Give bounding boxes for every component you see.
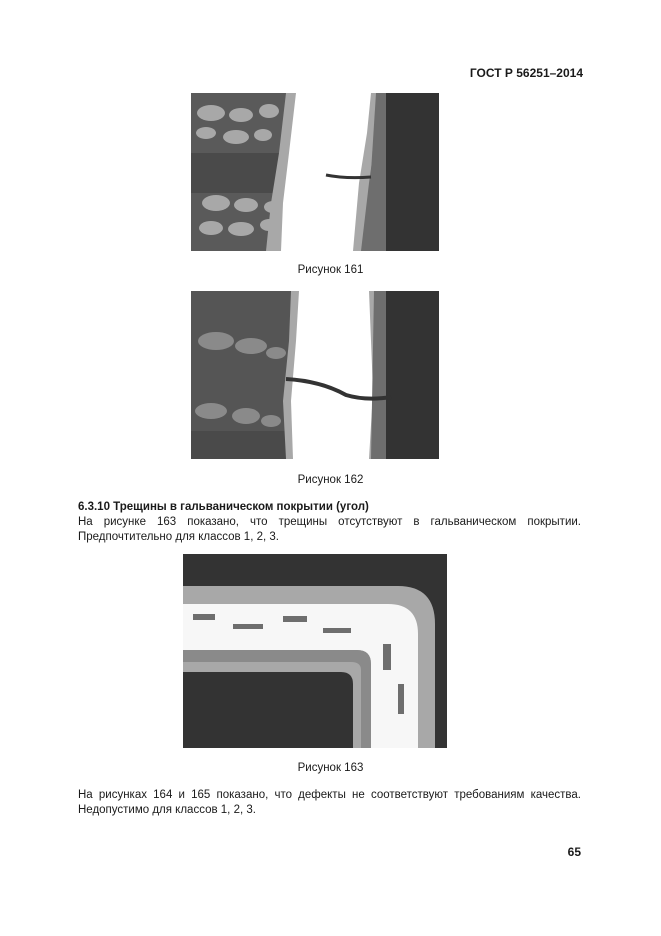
paragraph-2: На рисунках 164 и 165 показано, что дефекты не соответствуют требованиям качества. Недопустимо для классов 1, 2, 3. (78, 789, 581, 816)
figure-161-image (191, 93, 439, 251)
figure-163-image (183, 554, 447, 748)
paragraph-1: На рисунке 163 показано, что трещины отсутствуют в гальваническом покрытии. Предпочтительно для классов 1, 2, 3. (78, 516, 581, 543)
figure-162-caption: Рисунок 162 (297, 474, 364, 486)
figure-161-caption: Рисунок 161 (297, 264, 364, 276)
figure-163-caption: Рисунок 163 (297, 762, 364, 774)
document-header: ГОСТ Р 56251–2014 (469, 66, 583, 80)
figure-162-image (191, 291, 439, 459)
section-heading: 6.3.10 Трещины в гальваническом покрытии (угол) (78, 501, 369, 513)
page-number: 65 (567, 845, 581, 859)
